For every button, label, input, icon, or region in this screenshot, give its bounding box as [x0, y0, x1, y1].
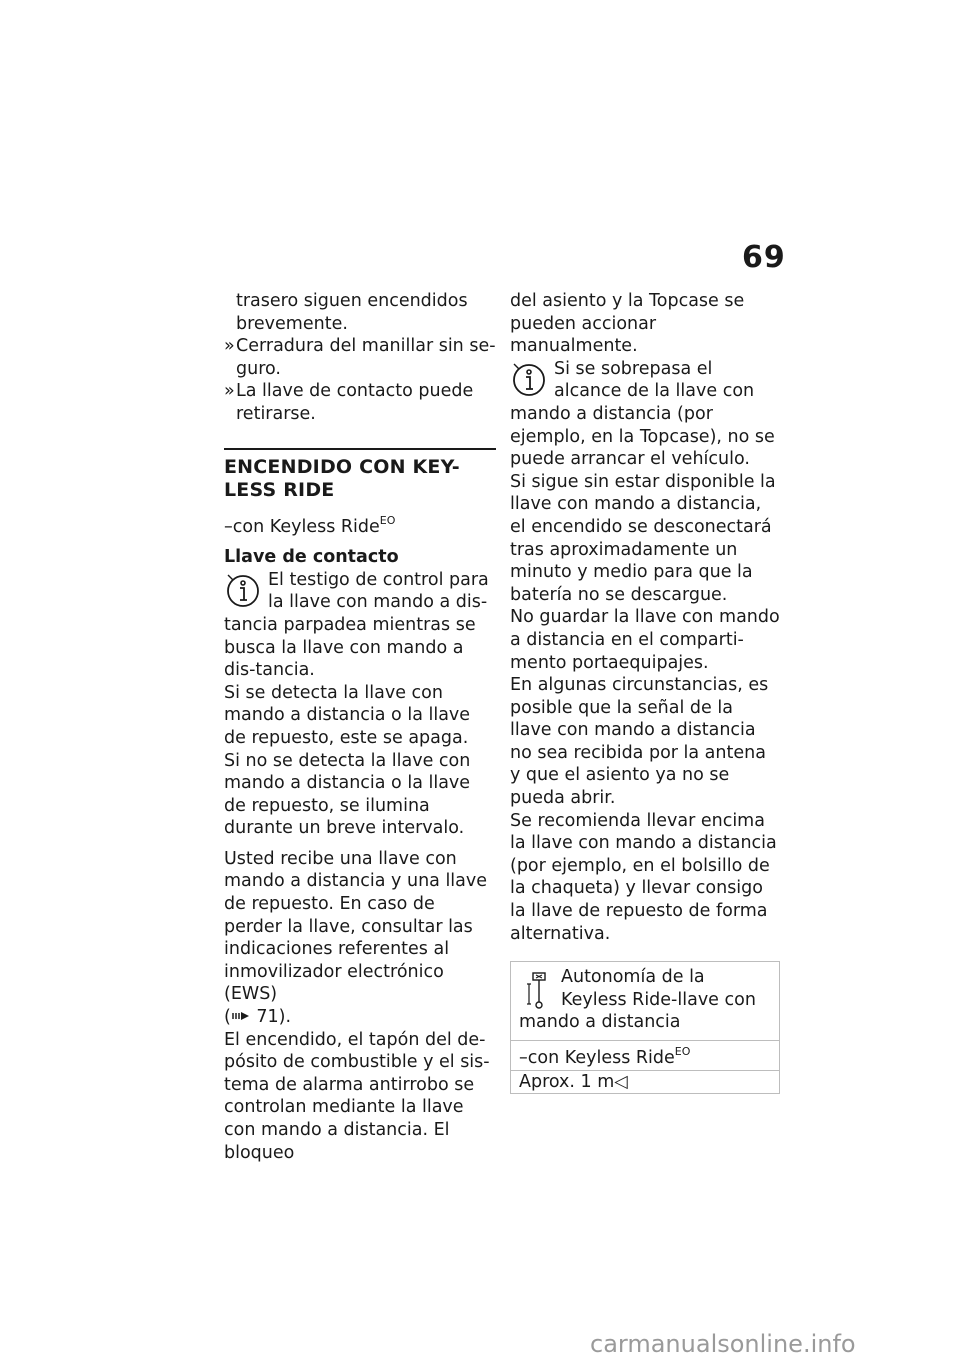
page-reference-arrow-icon [231, 1010, 251, 1022]
page-number: 69 [742, 240, 786, 275]
paragraph: Se recomienda llevar encima la llave con mando a distancia (por ejemplo, en el bolsillo de la chaqueta) y llevar consigo la llave de repuesto de forma alternativa. [510, 810, 777, 944]
left-column [224, 290, 496, 1164]
spec-table-header [511, 962, 779, 1040]
variant-code: EO [674, 1045, 691, 1058]
paragraph: Si sigue sin estar disponible la llave con mando a distancia, el encendido se desconectará tras aproximadamente un minuto y medio para que la batería no se descargue. [510, 471, 776, 605]
bullet-marker: » [224, 381, 235, 402]
paragraph: Si no se detecta la llave con mando a distancia o la llave de repuesto, se ilumina durante un breve intervalo. [224, 750, 471, 839]
spec-table-title: Autonomía de la Keyless Ride-llave con mando a distancia [519, 967, 756, 1033]
paragraph-text: Usted recibe una llave con mando a distancia y una llave de repuesto. En caso de perder la llave, consultar las indicaciones referentes al inmovilizador electrónico (EWS) [224, 848, 488, 1005]
ref-page[interactable]: 71). [256, 1007, 292, 1028]
key-range-icon [525, 970, 551, 1010]
ref-paren: ( [224, 1007, 231, 1028]
paragraph: El encendido, el tapón del de-pósito de combustible y el sis-tema de alarma antirrobo se controlan mediante la llave con mando a distancia. El bloqueo [224, 1029, 490, 1163]
right-column [510, 290, 780, 1094]
paragraph: En algunas circunstancias, es posible que la señal de la llave con mando a distancia no sea recibida por la antena y que el asiento ya no se pueda abrir. [510, 675, 769, 809]
bullet-text: La llave de contacto puede retirarse. [236, 381, 474, 424]
bullet-marker: » [224, 336, 235, 357]
variant-label [224, 510, 496, 539]
spec-table [510, 961, 780, 1094]
bullet-item [224, 380, 496, 425]
info-text: El testigo de control para la llave con mando a dis-tancia parpadea mientras se busca la llave con mando a dis-tancia. [224, 569, 489, 681]
info-text: Si se sobrepasa el alcance de la llave con mando a distancia (por ejemplo, en la Topcase), no se puede arrancar el vehículo. [510, 358, 775, 470]
paragraph: del asiento y la Topcase se pueden accionar manualmente. [510, 291, 745, 357]
intro-continuation: trasero siguen encendidos brevemente. [236, 291, 468, 334]
info-note [510, 358, 780, 471]
spec-table-variant [511, 1040, 779, 1070]
info-icon [224, 571, 262, 611]
info-note [224, 569, 496, 682]
variant-code: EO [379, 513, 396, 527]
spec-table-value: Aprox. 1 m◁ [511, 1070, 779, 1094]
bullet-item [224, 335, 496, 380]
section-heading: ENCENDIDO CON KEY-LESS RIDE [224, 455, 460, 501]
variant-text: –con Keyless Ride [519, 1048, 675, 1068]
bullet-text: Cerradura del manillar sin se-guro. [236, 336, 496, 379]
info-icon [510, 360, 548, 400]
section-divider [224, 448, 496, 450]
variant-text: –con Keyless Ride [224, 516, 380, 537]
paragraph: No guardar la llave con mando a distancia en el comparti-mento portaequipajes. [510, 607, 780, 673]
subheading: Llave de contacto [224, 547, 399, 568]
paragraph [224, 848, 496, 1029]
watermark: carmanualsonline.info [590, 1330, 856, 1358]
paragraph: Si se detecta la llave con mando a distancia o la llave de repuesto, este se apaga. [224, 682, 471, 748]
